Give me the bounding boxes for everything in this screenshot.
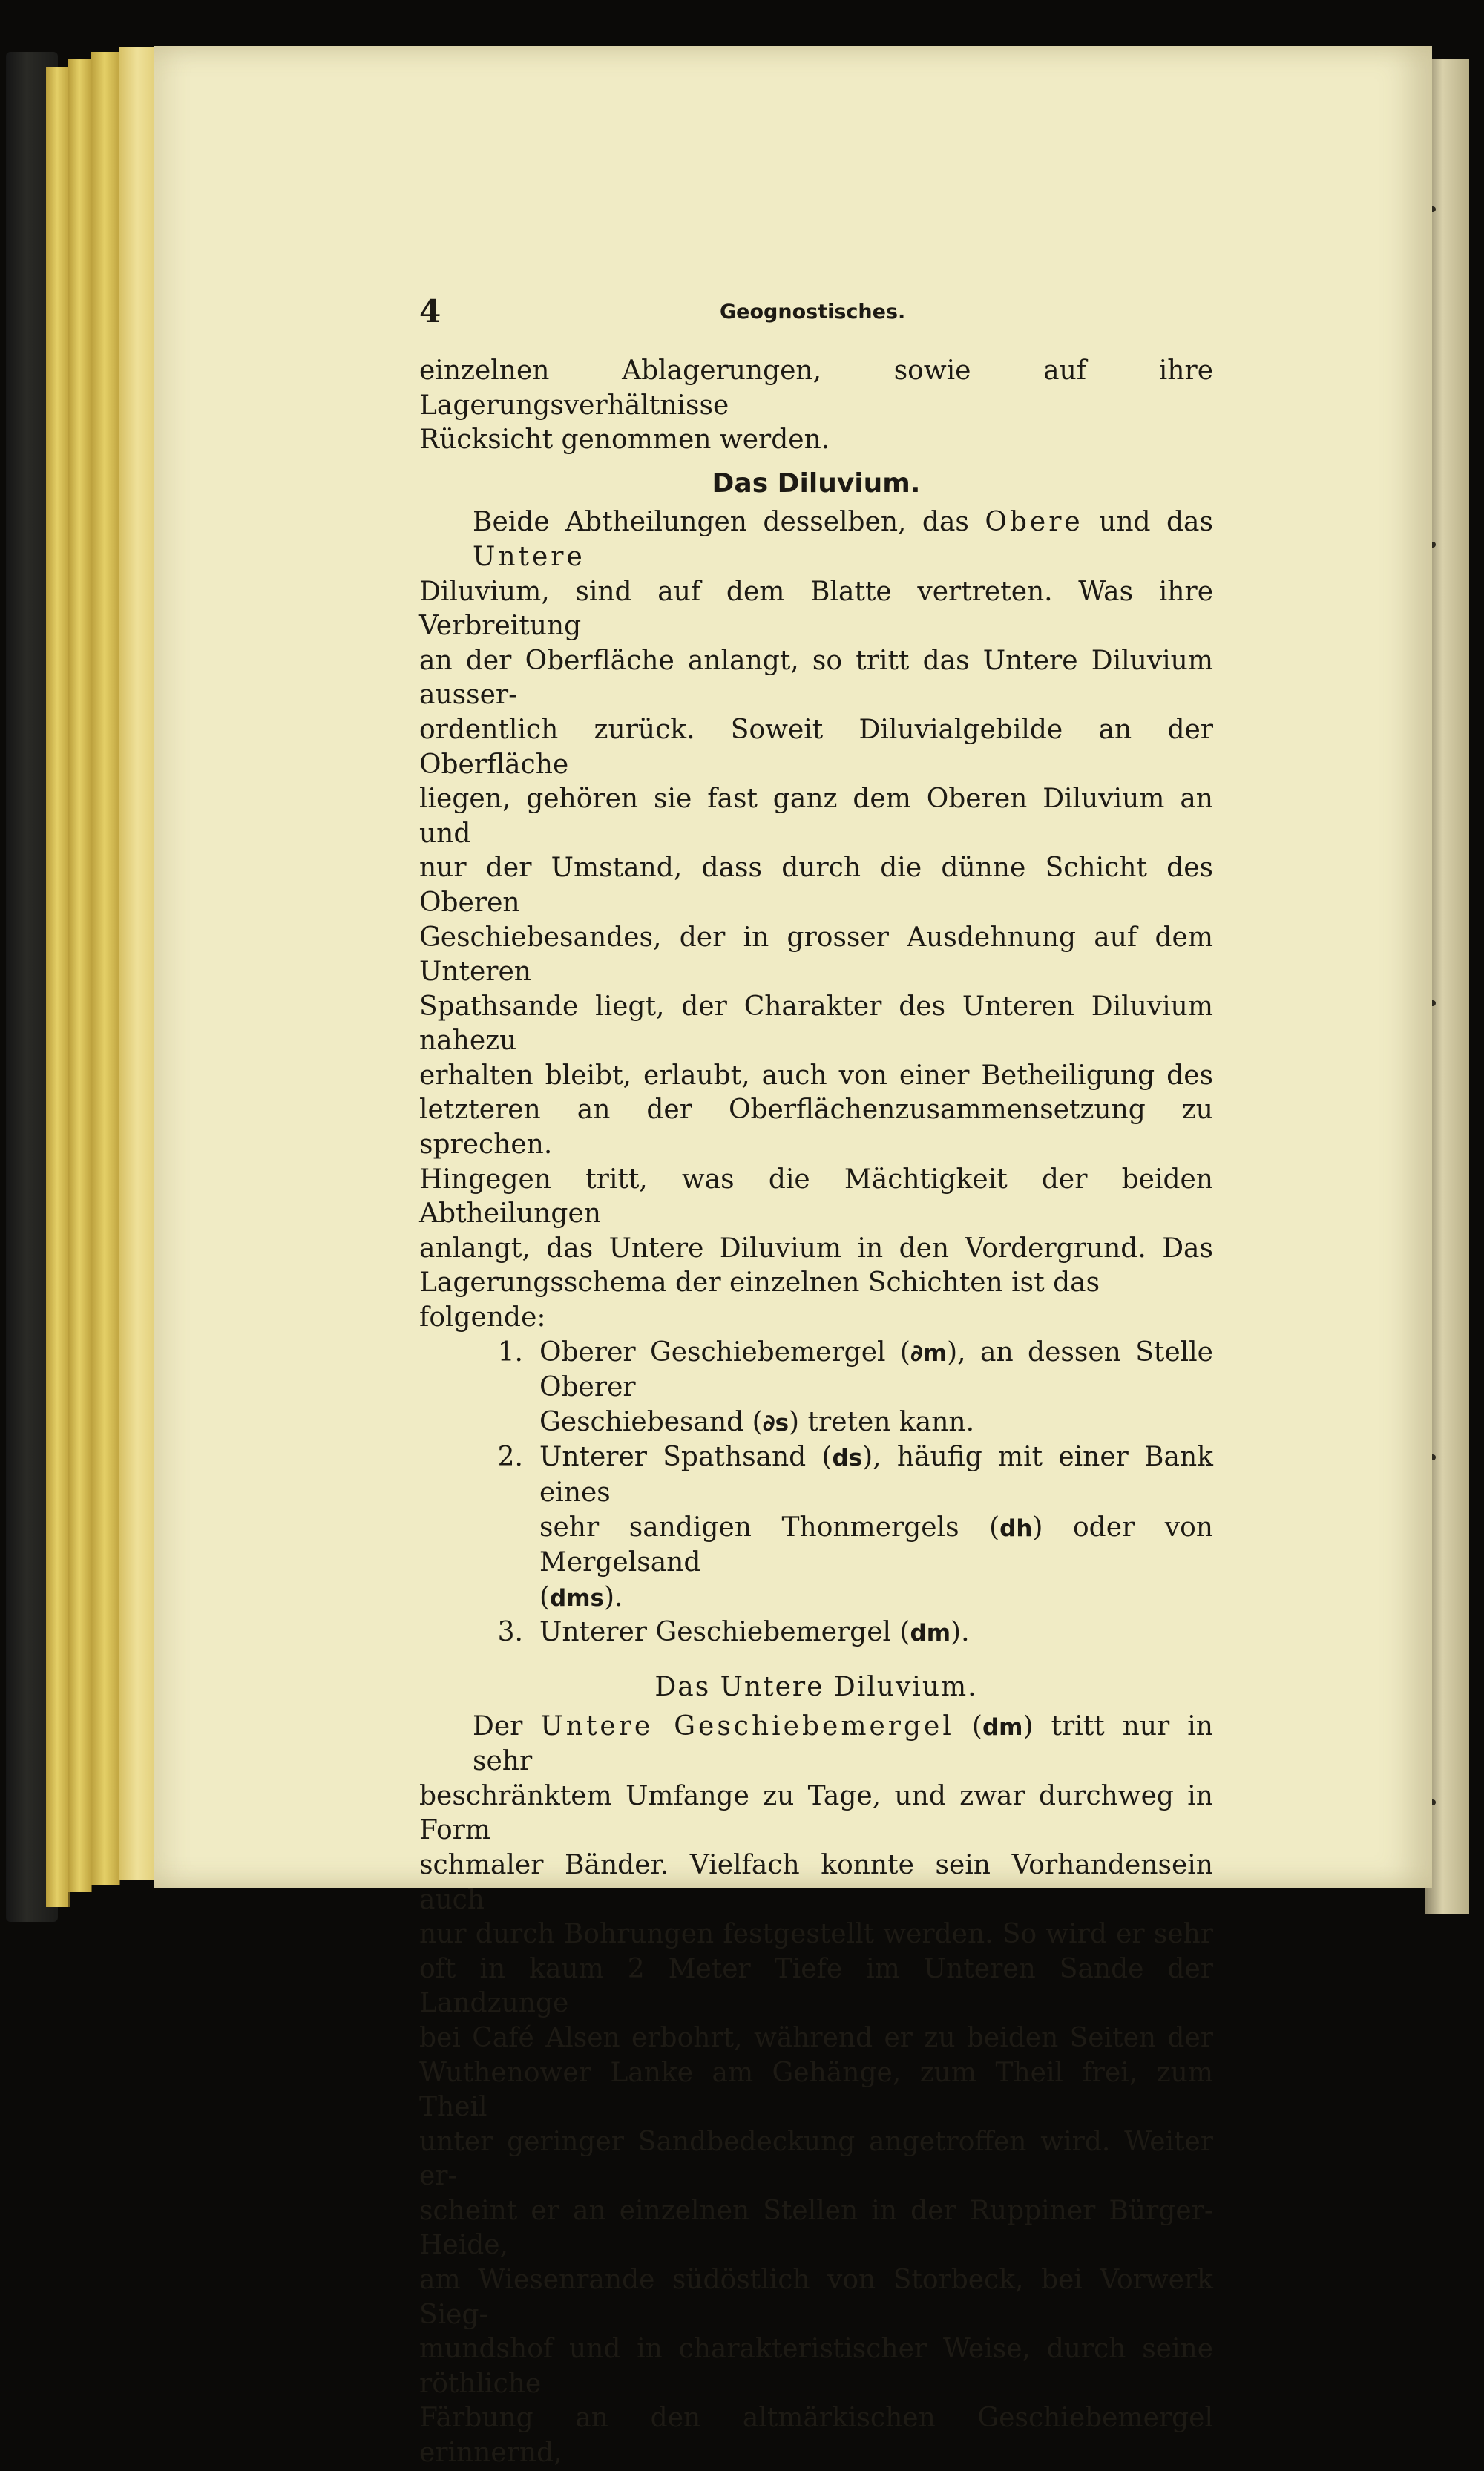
text-line: einzelnen Ablagerungen, sowie auf ihre Lagerungsverhältnisse — [419, 355, 1213, 421]
text-line: unter geringer Sandbedeckung angetroffen wird. Weiter er- — [419, 2126, 1213, 2192]
map-symbol: ∂s — [762, 1409, 789, 1437]
page-body — [419, 354, 1213, 2471]
list-text: Oberer Geschiebemergel (∂m), an dessen Stelle Oberer Geschiebesand (∂s) treten kann. — [539, 1336, 1213, 1437]
list-item — [419, 1336, 1213, 1441]
list-item — [419, 1440, 1213, 1615]
text-line: am Wiesenrande südöstlich von Storbeck, bei Vorwerk Sieg- — [419, 2265, 1213, 2330]
section-heading: Das Diluvium. — [712, 467, 921, 499]
list-number: 2. — [497, 1442, 523, 1473]
text-line: erhalten bleibt, erlaubt, auch von einer Betheiligung des — [419, 1060, 1213, 1091]
map-symbol: dm — [910, 1620, 951, 1647]
text-line: mundshof und in charakteristischer Weise, durch seine röthliche — [419, 2334, 1213, 2399]
list-number: 1. — [497, 1336, 523, 1368]
list-text: Unterer Spathsand (ds), häufig mit einer Bank eines sehr sandigen Thonmergels (dh) oder von Mergelsand (dms). — [539, 1442, 1213, 1612]
map-symbol: dms — [550, 1584, 604, 1612]
text-line: nur der Umstand, dass durch die dünne Schicht des Oberen — [419, 853, 1213, 918]
text-line: scheint er an einzelnen Stellen in der Ruppiner Bürger-Heide, — [419, 2195, 1213, 2261]
text-line: schmaler Bänder. Vielfach konnte sein Vorhandensein auch — [419, 1849, 1213, 1915]
list-item — [419, 1615, 1213, 1651]
text-line: Lagerungsschema der einzelnen Schichten ist das folgende: — [419, 1267, 1100, 1333]
running-head — [419, 293, 1213, 330]
text-line: Wuthenower Lanke am Gehänge, zum Theil frei, zum Theil — [419, 2057, 1213, 2123]
text-line: anlangt, das Untere Diluvium in den Vordergrund. Das — [419, 1233, 1213, 1264]
page-edge — [91, 52, 120, 1885]
text-line: Rücksicht genommen werden. — [419, 424, 830, 456]
page-number: 4 — [419, 293, 441, 329]
text-line: ordentlich zurück. Soweit Diluvialgebilde an der Oberfläche — [419, 714, 1213, 780]
text-line: Färbung an den altmärkischen Geschiebemergel erinnernd, — [419, 2403, 1213, 2469]
section-heading: Das Untere Diluvium. — [654, 1671, 978, 1702]
text-line: Diluvium, sind auf dem Blatte vertreten. Was ihre Verbreitung — [419, 576, 1213, 642]
text-line: Beide Abtheilungen desselben, das Obere und das Untere — [473, 507, 1213, 572]
text-line: Hingegen tritt, was die Mächtigkeit der beiden Abtheilungen — [419, 1164, 1213, 1230]
map-symbol: ds — [832, 1445, 863, 1472]
text-line: oft in kaum 2 Meter Tiefe im Unteren Sande der Landzunge — [419, 1953, 1213, 2019]
text-line: an der Oberfläche anlangt, so tritt das Untere Diluvium ausser- — [419, 645, 1213, 711]
text-line: nur durch Bohrungen festgestellt werden. So wird er sehr — [419, 1919, 1213, 1950]
text-line: Spathsande liegt, der Charakter des Unteren Diluvium nahezu — [419, 991, 1213, 1057]
map-symbol: dm — [982, 1713, 1023, 1741]
text-line: liegen, gehören sie fast ganz dem Oberen Diluvium an und — [419, 784, 1213, 849]
page-edge — [46, 67, 70, 1907]
running-title: Geognostisches. — [720, 301, 906, 324]
text-line: Der Untere Geschiebemergel (dm) tritt nur in sehr — [473, 1710, 1213, 1777]
page-edge — [119, 47, 157, 1880]
list-number: 3. — [497, 1617, 523, 1648]
text-line: letzteren an der Oberflächenzusammensetzung zu sprechen. — [419, 1095, 1213, 1161]
page-edge — [68, 59, 92, 1892]
text-line: beschränktem Umfange zu Tage, und zwar durchweg in Form — [419, 1780, 1213, 1846]
map-symbol: ∂m — [910, 1339, 948, 1367]
map-symbol: dh — [999, 1515, 1033, 1542]
text-line: Geschiebesandes, der in grosser Ausdehnung auf dem Unteren — [419, 922, 1213, 988]
text-line: bei Café Alsen erbohrt, während er zu beiden Seiten der — [419, 2022, 1213, 2053]
list-text: Unterer Geschiebemergel (dm). — [539, 1617, 970, 1648]
